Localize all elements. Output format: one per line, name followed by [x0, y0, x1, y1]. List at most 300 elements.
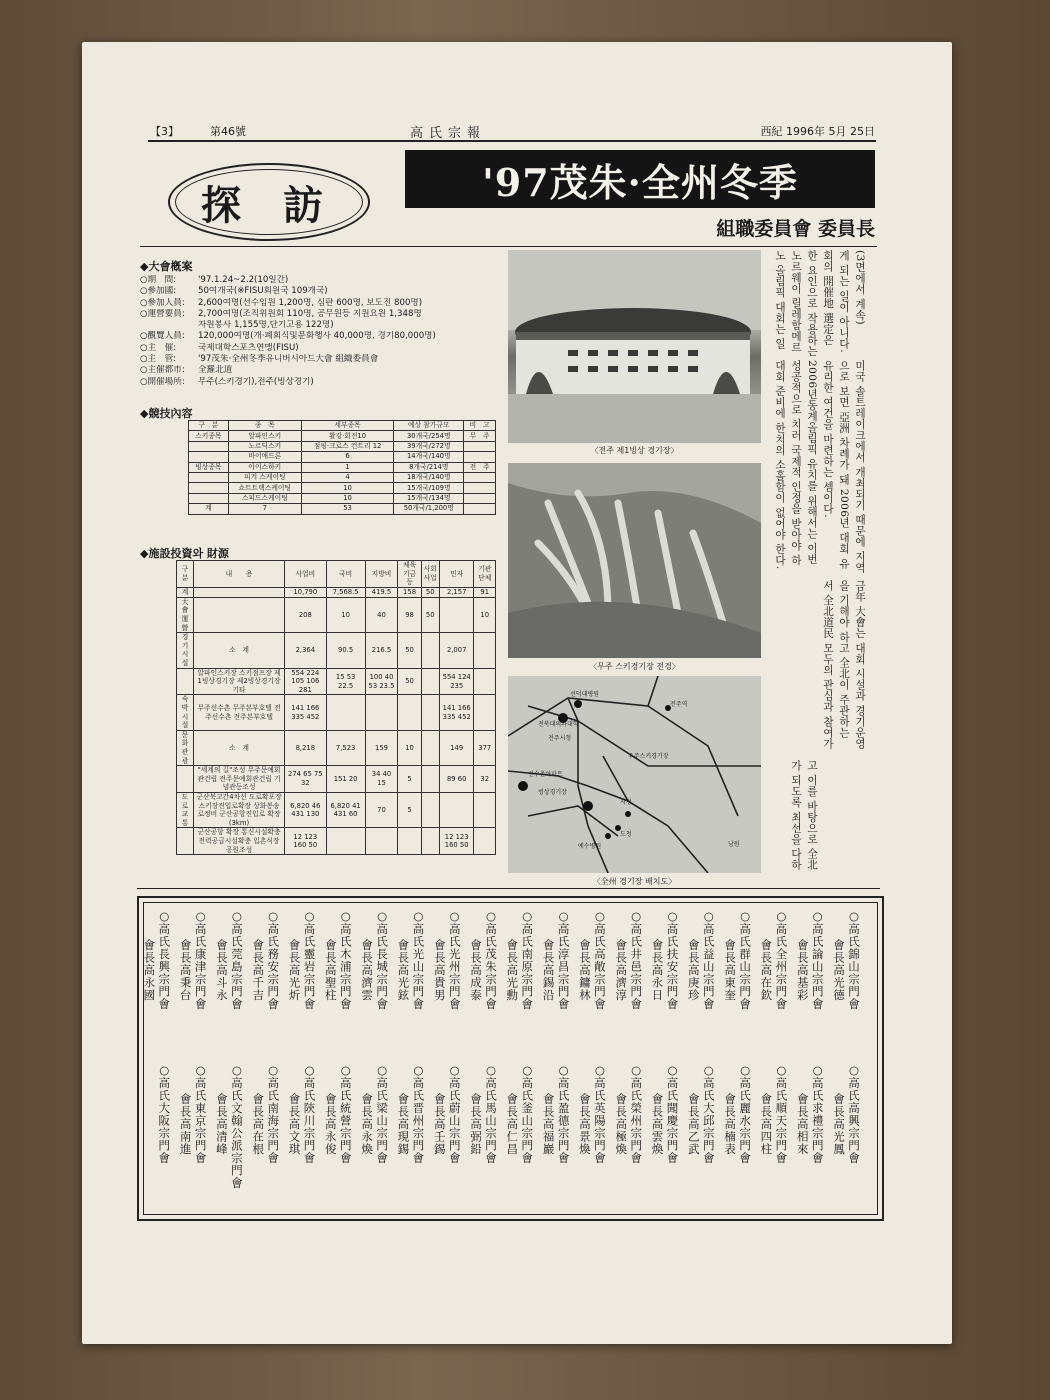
finance-cell: 2,157 [439, 587, 474, 597]
skating-rink-illustration [508, 250, 761, 443]
clan-entry [666, 909, 680, 1049]
entry-chairman: 會長高光鉉 [396, 939, 411, 1002]
clan-entry [557, 909, 571, 1049]
finance-cell: 大會運營 [177, 597, 194, 632]
clan-entry [303, 1063, 317, 1203]
clan-entry [303, 909, 317, 1049]
overview-label: ○開催場所: [140, 376, 185, 387]
finance-cell [421, 828, 439, 855]
overview-value: 자원봉사 1,155명,단기고용 122명) [198, 320, 334, 331]
events-cell: 14개국/140명 [394, 452, 464, 462]
entry-bullet: ○ [411, 909, 426, 923]
finance-cell: 50 [398, 668, 421, 695]
entry-bullet: ○ [520, 1063, 535, 1077]
events-cell [189, 452, 229, 462]
clan-entry [339, 909, 353, 1049]
entry-chairman: 會長高弼鉛 [469, 1093, 483, 1156]
events-cell: 10 [301, 493, 393, 503]
entry-chairman: 會長高斗永 [214, 939, 229, 1002]
entry-group-name: 高氏錦山宗門會 [847, 923, 861, 1011]
entry-bullet: ○ [302, 1063, 317, 1077]
article-column: 2006년동계올림픽 유치를 위해서는 이번 [806, 360, 818, 565]
entry-bullet: ○ [738, 909, 753, 923]
finance-cell: 12 123 160 50 [284, 828, 326, 855]
overview-row [140, 365, 500, 376]
events-header-cell: 예상 참가규모 [394, 421, 464, 431]
entry-bullet: ○ [302, 909, 317, 923]
entry-group-name: 高氏高興宗門會 [847, 1077, 861, 1165]
entry-group-name: 高氏益山宗門會 [701, 923, 716, 1011]
masthead [150, 122, 875, 140]
overview-value: 2,700여명(조직위원회 110명, 공무원등 지원요원 1,348명 [198, 308, 422, 319]
finance-cell: 계 [177, 587, 194, 597]
clan-entry [484, 1063, 498, 1203]
entry-bullet: ○ [193, 1063, 208, 1077]
entry-chairman: 會長高南進 [178, 1093, 193, 1156]
entry-bullet: ○ [847, 909, 861, 923]
article-column: 유리한 여건을 마련하는 셈이다. [822, 360, 834, 519]
finance-header-cell: 기관단체 [474, 561, 496, 588]
article-column: 미국 솔트레이크에서 개최되기 때문에 지역 [854, 360, 866, 574]
finance-row [177, 766, 496, 793]
clan-entry [738, 1063, 752, 1203]
clan-entry [230, 1063, 244, 1203]
clan-entry [702, 1063, 716, 1203]
clan-association-box [137, 896, 884, 1221]
entry-bullet: ○ [847, 1063, 861, 1077]
article-column: 가 되도록 최선을 다하 [790, 760, 802, 871]
finance-cell: 141 166 335 452 [284, 695, 326, 730]
finance-cell: 40 [365, 597, 398, 632]
clan-entry [194, 1063, 208, 1203]
entry-bullet: ○ [229, 909, 244, 923]
finance-cell [421, 766, 439, 793]
entry-group-name: 高氏茂朱宗門會 [484, 923, 498, 1011]
events-row [189, 504, 496, 514]
finance-cell: 159 [365, 730, 398, 765]
overview-row [140, 298, 500, 309]
finance-cell: 소 계 [194, 730, 285, 765]
clan-entry [266, 1063, 280, 1203]
finance-cell: 554 224 105 106 281 [284, 668, 326, 695]
finance-cell [177, 668, 194, 695]
finance-cell: 문화관광 [177, 730, 194, 765]
finance-cell: 2,007 [439, 633, 474, 668]
map-label: 빙상경기장 [538, 789, 567, 796]
article-column: 노 올림픽 대회는 일 [774, 250, 786, 350]
events-cell [464, 441, 496, 451]
map-label: 전북대의과대학 [538, 721, 579, 728]
finance-cell [474, 828, 496, 855]
events-cell: 15개국/109명 [394, 483, 464, 493]
events-cell: 계 [189, 504, 229, 514]
events-cell: 10 [301, 483, 393, 493]
entry-chairman: 會長高永俊 [323, 1093, 338, 1156]
clan-entry [666, 1063, 680, 1203]
issue-number: 第46號 [210, 125, 246, 138]
finance-cell: 10 [398, 730, 421, 765]
map-label: 시청 [620, 799, 632, 806]
entry-bullet: ○ [810, 909, 825, 923]
clan-entry [520, 909, 534, 1049]
finance-cell: 419.5 [365, 587, 398, 597]
entry-group-name: 高氏聞慶宗門會 [665, 1077, 680, 1165]
events-cell [464, 452, 496, 462]
entry-bullet: ○ [484, 909, 498, 923]
entry-bullet: ○ [484, 1063, 498, 1077]
finance-header-cell: 내 용 [194, 561, 285, 588]
photo-caption-map: 〈全州 경기장 배치도〉 [592, 877, 677, 886]
entry-group-name: 高氏順天宗門會 [774, 1077, 789, 1165]
venue-map-drawing [508, 676, 761, 873]
entry-bullet: ○ [375, 909, 390, 923]
photo-caption-ski: 〈무주 스키경기장 전경〉 [589, 662, 680, 671]
article-column: (3면에서 계속) [854, 250, 866, 325]
headline-subtitle: 組職委員會 委員長 [716, 218, 875, 240]
section-label: 探 訪 [175, 169, 363, 235]
events-table [188, 420, 496, 515]
finance-row [177, 597, 496, 632]
overview-row [140, 309, 500, 320]
finance-cell [365, 828, 398, 855]
entry-group-name: 高氏蔚山宗門會 [447, 1077, 462, 1165]
clan-entry [811, 909, 825, 1049]
entry-chairman: 會長高現錫 [396, 1093, 411, 1156]
finance-cell: 15 53 22.5 [326, 668, 365, 695]
entry-bullet: ○ [592, 909, 607, 923]
events-cell: 아이스하키 [228, 462, 301, 472]
overview-value: 2,600여명(선수임원 1,200명, 심판 600명, 보도진 800명) [198, 297, 423, 308]
finance-header-cell: 지방비 [365, 561, 398, 588]
events-cell [189, 472, 229, 482]
entry-chairman: 會長高成泰 [469, 939, 483, 1002]
map-label: 전주역 [670, 701, 688, 708]
finance-cell: 숙박시설 [177, 695, 194, 730]
map-label: 예수병원 [578, 843, 602, 850]
entry-chairman: 會長高秉台 [178, 939, 193, 1002]
article-column: 노르웨이 릴레함메르 [790, 250, 802, 353]
entry-group-name: 高氏康津宗門會 [193, 923, 208, 1011]
entry-chairman: 會長高庚珍 [686, 939, 701, 1002]
entry-chairman: 會長高光炘 [287, 939, 302, 1002]
entry-bullet: ○ [665, 1063, 680, 1077]
finance-cell: 91 [474, 587, 496, 597]
entry-chairman: 會長高錫沿 [541, 939, 556, 1002]
finance-cell [177, 766, 194, 793]
entry-chairman: 會長高聖柱 [323, 939, 338, 1002]
entry-chairman: 會長高清峰 [214, 1093, 229, 1156]
finance-cell [194, 597, 285, 632]
article-column: 회의 開催地 選定은 [822, 250, 834, 346]
overview-row [140, 354, 500, 365]
finance-heading: ◆施設投資와 財源 [140, 547, 229, 560]
entry-bullet: ○ [592, 1063, 607, 1077]
map-label: 전주시청 [548, 735, 572, 742]
entry-chairman: 會長高永煥 [360, 1093, 375, 1156]
entry-group-name: 高氏淳昌宗門會 [556, 923, 571, 1011]
overview-row [140, 343, 500, 354]
entry-group-name: 高氏莞島宗門會 [229, 923, 244, 1011]
finance-cell: 6,820 46 431 130 [284, 792, 326, 827]
events-cell: 30개국/254명 [394, 431, 464, 441]
entry-bullet: ○ [810, 1063, 825, 1077]
list-top-rule [137, 888, 880, 889]
entry-bullet: ○ [338, 909, 353, 923]
entry-group-name: 高氏光山宗門會 [411, 923, 426, 1011]
clan-entry [411, 1063, 425, 1203]
finance-cell [421, 695, 439, 730]
entry-group-name: 高氏大邱宗門會 [701, 1077, 716, 1165]
headline-banner: '97茂朱·全州冬季 [405, 150, 875, 208]
finance-cell: 208 [284, 597, 326, 632]
finance-cell: 98 [398, 597, 421, 632]
events-header-cell: 비 고 [464, 421, 496, 431]
overview-value: '97茂朱·全州冬季유니버시아드大會 組織委員會 [198, 354, 379, 365]
entry-chairman: 會長高基彩 [795, 939, 810, 1002]
finance-row [177, 828, 496, 855]
entry-bullet: ○ [157, 1063, 172, 1077]
clan-entry [811, 1063, 825, 1203]
entry-group-name: 高氏英陽宗門會 [592, 1077, 607, 1165]
finance-cell [421, 730, 439, 765]
map-label: 도청 [620, 831, 632, 838]
article-column: 고 이를 바탕으로 全北 [806, 760, 818, 871]
entry-chairman: 會長高千吉 [251, 939, 266, 1002]
finance-cell [398, 828, 421, 855]
clan-entry [411, 909, 425, 1049]
finance-row [177, 587, 496, 597]
entry-bullet: ○ [157, 909, 172, 923]
article-column: 금年 大會는 대회 시설과 경기운영 [854, 580, 866, 750]
finance-header-cell: 체육기금등 [398, 561, 421, 588]
entry-group-name: 高氏木浦宗門會 [338, 923, 353, 1011]
events-cell [189, 441, 229, 451]
finance-cell [439, 597, 474, 632]
article-column: 게 되는 일이 아니다. [838, 250, 850, 354]
finance-cell: 도로교통 [177, 792, 194, 827]
clan-entry [375, 1063, 389, 1203]
headline-rule [140, 246, 877, 247]
entry-group-name: 高氏南海宗門會 [266, 1077, 281, 1165]
events-cell: 바이애드론 [228, 452, 301, 462]
finance-cell: 6,820 41 431 60 [326, 792, 365, 827]
entry-chairman: 會長高相來 [795, 1093, 810, 1156]
events-cell [464, 483, 496, 493]
finance-header-cell: 사회사업 [421, 561, 439, 588]
entry-chairman: 會長高光勳 [505, 939, 520, 1002]
entry-bullet: ○ [665, 909, 680, 923]
finance-cell: 50 [421, 597, 439, 632]
events-row [189, 493, 496, 503]
clan-entry [484, 909, 498, 1049]
entry-chairman: 會長高濟雲 [360, 939, 375, 1002]
clan-entry [847, 909, 861, 1049]
entry-group-name: 高氏陝川宗門會 [302, 1077, 317, 1165]
entry-bullet: ○ [229, 1063, 244, 1077]
entry-bullet: ○ [556, 909, 571, 923]
entry-group-name: 高氏靈岩宗門會 [302, 923, 317, 1011]
finance-cell [326, 695, 365, 730]
finance-cell [398, 695, 421, 730]
entry-group-name: 高氏務安宗門會 [266, 923, 281, 1011]
events-cell: 스키종목 [189, 431, 229, 441]
overview-value: 국제대학스포츠연맹(FISU) [198, 342, 299, 353]
entry-group-name: 高氏光州宗門會 [447, 923, 462, 1011]
overview-label: ○期 間: [140, 275, 177, 285]
events-cell [464, 493, 496, 503]
finance-cell: 377 [474, 730, 496, 765]
entry-bullet: ○ [774, 909, 789, 923]
finance-cell [421, 633, 439, 668]
finance-cell [474, 792, 496, 827]
finance-cell: 141 166 335 452 [439, 695, 474, 730]
entry-chairman: 會長高文琪 [287, 1093, 302, 1156]
entry-group-name: 高氏晋州宗門會 [411, 1077, 426, 1165]
events-header-cell: 구 분 [189, 421, 229, 431]
finance-cell [474, 633, 496, 668]
clan-entry [448, 1063, 462, 1203]
map-label: 우주스키경기장 [628, 753, 669, 760]
entry-group-name: 高氏求禮宗門會 [810, 1077, 825, 1165]
events-cell [464, 504, 496, 514]
entry-group-name: 高氏統營宗門會 [338, 1077, 353, 1165]
entry-bullet: ○ [375, 1063, 390, 1077]
clan-entry [157, 1063, 171, 1203]
events-row [189, 472, 496, 482]
entry-chairman: 會長高極煥 [614, 1093, 629, 1156]
finance-cell: 554 124 235 [439, 668, 474, 695]
finance-cell: 100 40 53 23.5 [365, 668, 398, 695]
finance-cell: 소 계 [194, 633, 285, 668]
article-column: 서 全北道民 모두의 관심과 참여가 [822, 580, 834, 750]
finance-cell [421, 668, 439, 695]
finance-cell: 34 40 15 [365, 766, 398, 793]
clan-entry [520, 1063, 534, 1203]
clan-entry [157, 909, 171, 1049]
article-column: 을 기해야 하고 全北이 주관하는 [838, 580, 850, 739]
entry-group-name: 高氏南原宗門會 [520, 923, 535, 1011]
overview-row [140, 331, 500, 342]
venue-map [508, 676, 761, 873]
entry-bullet: ○ [447, 909, 462, 923]
entry-bullet: ○ [447, 1063, 462, 1077]
entry-group-name: 高氏麗水宗門會 [738, 1077, 753, 1165]
finance-cell [326, 828, 365, 855]
events-cell [189, 493, 229, 503]
entry-bullet: ○ [266, 1063, 281, 1077]
entry-bullet: ○ [701, 909, 716, 923]
clan-entry [339, 1063, 353, 1203]
overview-label: ○參加人員: [140, 297, 185, 308]
entry-chairman: 會長高四柱 [759, 1093, 774, 1156]
events-cell: 4 [301, 472, 393, 482]
finance-cell: 89 60 [439, 766, 474, 793]
finance-cell: 7,523 [326, 730, 365, 765]
map-label: 남원 [728, 841, 740, 848]
entry-chairman: 會長高永國 [142, 939, 157, 1002]
finance-cell: 90.5 [326, 633, 365, 668]
overview-row [140, 275, 500, 286]
finance-cell: 10 [474, 597, 496, 632]
finance-cell: 32 [474, 766, 496, 793]
finance-header-cell: 국비 [326, 561, 365, 588]
events-cell: 18개국/140명 [394, 472, 464, 482]
events-cell: 53 [301, 504, 393, 514]
entry-group-name: 高氏榮州宗門會 [629, 1077, 644, 1165]
clan-entry [375, 909, 389, 1049]
finance-row [177, 633, 496, 668]
entry-group-name: 高氏馬山宗門會 [484, 1077, 498, 1165]
events-cell: 점핑·크로스 컨트리 12 [301, 441, 393, 451]
article-column: 대회 준비에 한치의 소홀함이 없어야 한다. [774, 360, 786, 570]
entry-group-name: 高氏盈德宗門會 [556, 1077, 571, 1165]
clan-entry [194, 909, 208, 1049]
entry-chairman: 會長高乙武 [686, 1093, 701, 1156]
events-cell: 8개국/214명 [394, 462, 464, 472]
entry-bullet: ○ [520, 909, 535, 923]
clan-entry [629, 1063, 643, 1203]
finance-cell: 10,790 [284, 587, 326, 597]
events-cell [464, 472, 496, 482]
overview-value: 120,000여명(개·폐회식및문화행사 40,000명, 경기80,000명) [198, 331, 436, 342]
photo-caption-rink: 〈전주 제1빙상 경기장〉 [590, 446, 679, 455]
overview-label: ○主 催: [140, 342, 177, 353]
issue-date: 西紀 1996年 5月 25日 [760, 125, 875, 138]
clan-entry [629, 909, 643, 1049]
events-cell: 15개국/134명 [394, 493, 464, 503]
finance-cell: 274 65 75 32 [284, 766, 326, 793]
entry-group-name: 高氏全州宗門會 [774, 923, 789, 1011]
clan-entry [557, 1063, 571, 1203]
finance-header-cell: 민자 [439, 561, 474, 588]
clan-entry [593, 909, 607, 1049]
entry-group-name: 高氏釜山宗門會 [520, 1077, 535, 1165]
clan-entry [774, 909, 788, 1049]
overview-row [140, 377, 500, 388]
events-row [189, 431, 496, 441]
entry-chairman: 會長高光鳳 [832, 1093, 846, 1156]
entry-chairman: 會長高楠表 [723, 1093, 738, 1156]
overview-label: ○參加國: [140, 286, 177, 297]
finance-cell: "세계의 길"조성 무주문예회관건립 전주문예회관건립 기념관등조성 [194, 766, 285, 793]
events-cell: 1 [301, 462, 393, 472]
clan-entry [448, 909, 462, 1049]
clan-entry [593, 1063, 607, 1203]
events-cell: 노르딕스키 [228, 441, 301, 451]
overview-value: 무주(스키경기),전주(빙상경기) [198, 376, 314, 387]
finance-cell: 5 [398, 766, 421, 793]
entry-group-name: 高氏高敞宗門會 [592, 923, 607, 1011]
entry-bullet: ○ [193, 909, 208, 923]
entry-group-name: 高氏群山宗門會 [738, 923, 753, 1011]
finance-cell [177, 828, 194, 855]
entry-chairman: 會長高永日 [650, 939, 665, 1002]
entry-group-name: 高氏長興宗門會 [157, 923, 172, 1011]
clan-entry [702, 909, 716, 1049]
finance-cell [194, 587, 285, 597]
clan-association-list [143, 902, 878, 1215]
map-label: 선덕대병원 [570, 691, 599, 698]
article-column: 성공적으로 치러 국제적 인정을 받아야 하 [790, 360, 802, 566]
newspaper-name: 高氏宗報 [410, 125, 487, 141]
finance-cell: 5 [398, 792, 421, 827]
entry-chairman: 會長高福巖 [541, 1093, 556, 1156]
entry-bullet: ○ [266, 909, 281, 923]
finance-cell [439, 792, 474, 827]
events-row [189, 483, 496, 493]
finance-header-cell: 구분 [177, 561, 194, 588]
finance-cell: 10 [326, 597, 365, 632]
